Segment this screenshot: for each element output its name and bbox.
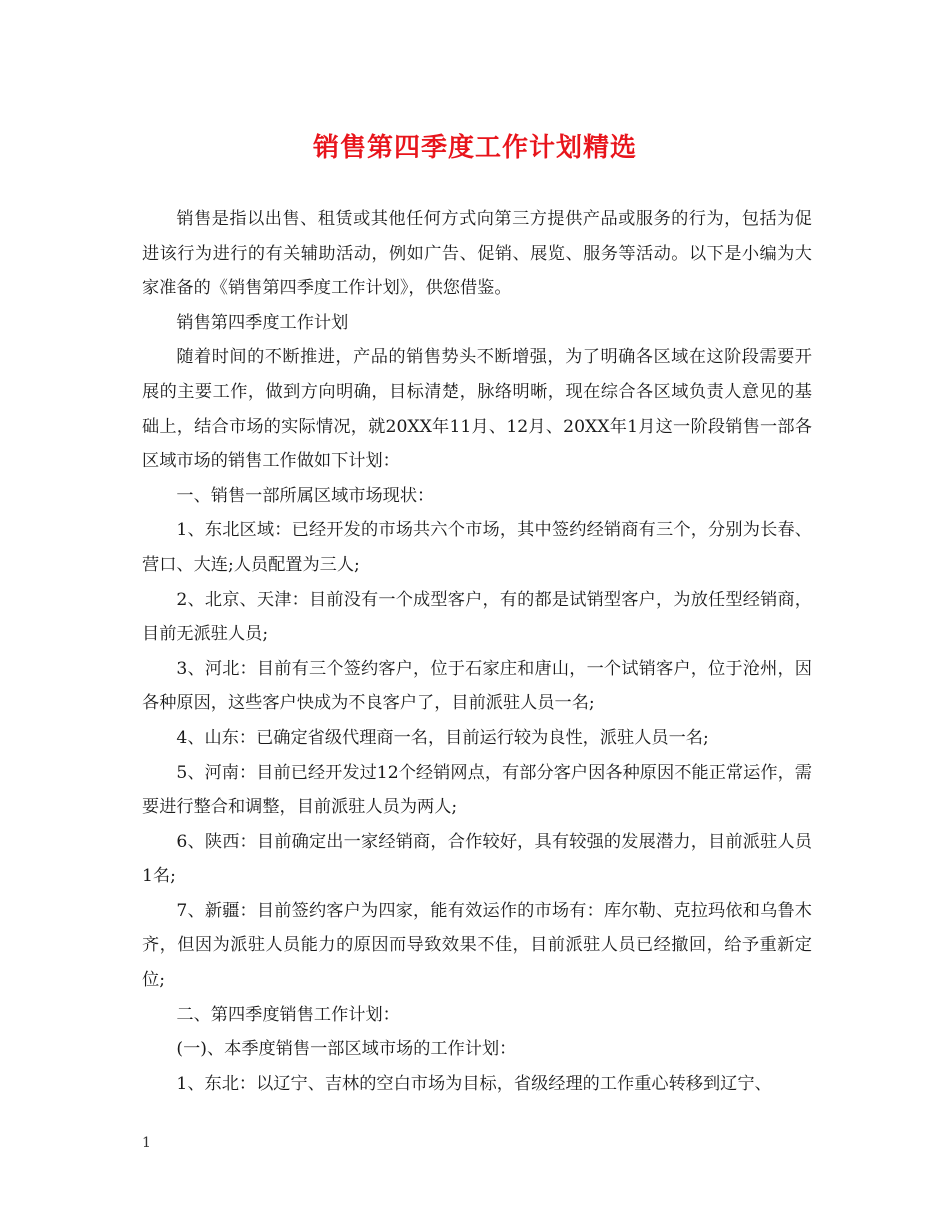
paragraph: 5、河南：目前已经开发过12个经销网点，有部分客户因各种原因不能正常运作，需要进行整合和调整，目前派驻人员为两人; xyxy=(142,762,812,818)
paragraph: 1、东北区域：已经开发的市场共六个市场，其中签约经销商有三个，分别为长春、营口、大连;人员配置为三人; xyxy=(142,520,812,575)
paragraph: 1、东北：以辽宁、吉林的空白市场为目标，省级经理的工作重心转移到辽宁、 xyxy=(176,1073,772,1094)
page-number: 1 xyxy=(142,1135,151,1151)
paragraph: 随着时间的不断推进，产品的销售势头不断增强，为了明确各区域在这阶段需要开展的主要工作，做到方向明确，目标清楚，脉络明晰，现在综合各区域负责人意见的基础上，结合市场的实际情况，就20XX年11月、12月、20XX年1月这一阶段销售一部各区域市场的销售工作做如下计划： xyxy=(142,347,812,472)
paragraph: 销售是指以出售、租赁或其他任何方式向第三方提供产品或服务的行为，包括为促进该行为进行的有关辅助活动，例如广告、促销、展览、服务等活动。以下是小编为大家准备的《销售第四季度工作计划》，供您借鉴。 xyxy=(142,209,812,299)
paragraph: 2、北京、天津：目前没有一个成型客户，有的都是试销型客户，为放任型经销商，目前无派驻人员; xyxy=(142,589,812,645)
page-title: 销售第四季度工作计划精选 xyxy=(312,133,637,163)
paragraph: (一)、本季度销售一部区域市场的工作计划： xyxy=(176,1039,517,1060)
paragraph: 7、新疆：目前签约客户为四家，能有效运作的市场有：库尔勒、克拉玛依和乌鲁木齐，但因为派驻人员能力的原因而导致效果不佳，目前派驻人员已经撤回，给予重新定位; xyxy=(142,900,812,991)
document-body xyxy=(142,202,812,1101)
paragraph: 4、山东：已确定省级代理商一名，目前运行较为良性，派驻人员一名; xyxy=(176,727,709,748)
paragraph: 一、销售一部所属区域市场现状： xyxy=(176,485,435,506)
paragraph: 6、陕西：目前确定出一家经销商，合作较好，具有较强的发展潜力，目前派驻人员1名; xyxy=(142,831,812,887)
paragraph: 销售第四季度工作计划 xyxy=(176,312,349,333)
paragraph: 3、河北：目前有三个签约客户，位于石家庄和唐山，一个试销客户，位于沧州，因各种原因，这些客户快成为不良客户了，目前派驻人员一名; xyxy=(142,658,812,714)
paragraph: 二、第四季度销售工作计划： xyxy=(176,1004,400,1025)
